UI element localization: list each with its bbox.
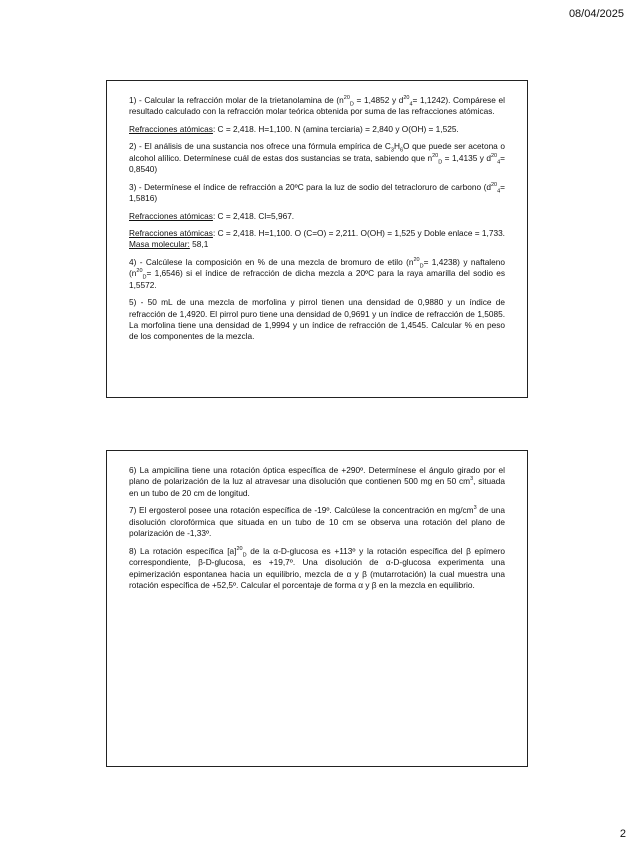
problem-6: 6) La ampicilina tiene una rotación óptica específica de +290º. Determínese el ángulo girado por el plano de polarización de la luz al atravesar una disolución que contienen 500 mg en 50 $cm^3$, situada en un tubo de 20 cm de longitud. <box>129 465 505 498</box>
atomic-refractions-1: Refracciones atómicas: C = 2,418. H=1,100. N (amina terciaria) = 2,840 y O(OH) = 1,525. <box>129 123 459 134</box>
slide-2 <box>106 450 528 767</box>
page-number: 2 <box>619 828 626 840</box>
problem-8: 8) La rotación específica $[a]^{20}_D$ de la α-D-glucosa es +113º y la rotación específica del β epímero correspondiente, β-D-glucosa, es +19,7º. Una disolución de α-D-glucosa experimenta una epimerización espontanea hacia un equilibrio, mezcla de α y β (mutarrotación) la cual muestra una rotación específica de +52,5º. Calcular el porcentaje de forma α y β en la mezcla en equilibrio. <box>129 545 505 590</box>
atomic-refractions-2: Refracciones atómicas: C = 2,418. Cl=5,967. <box>129 210 295 221</box>
problem-3: 3) - Determínese el índice de refracción a 20ºC para la luz de sodio del tetracloruro de carbono $(d^{20}_4= 1,5816)$ <box>129 181 505 204</box>
problem-1: 1) - Calcular la refracción molar de la trietanolamina de ($n^{20}_D = 1,4852$ y $d^{20}_4= 1,1242$). Compárese el resultado calculado con la refracción molar teórica obtenida por suma de las refracciones atómicas. <box>129 95 505 117</box>
problem-4: 4) - Calcúlese la composición en % de una mezcla de bromuro de etilo $(n^{20}_D= 1,4238)$ y naftaleno $(n^{20}_D= 1,6546)$ si el índice de refracción de dicha mezcla a 20ºC para la raya amarilla del sodio es 1,5572. <box>129 256 505 290</box>
print-date: 08/04/2025 <box>568 8 624 20</box>
slide-1 <box>106 80 528 398</box>
problem-2: 2) - El análisis de una sustancia nos ofrece una fórmula empírica de $C_3H_6O$ que puede ser acetona o alcohol alílico. Determínese cuál de estas dos sustancias se trata, sabiendo que $n^{20}_D = 1,4135$ y $d^{20}_4= 0,8540$) <box>129 141 505 175</box>
problem-7: 7) El ergosterol posee una rotación específica de -19º. Calcúlese la concentración en $mg/cm^3$ de una disolución clorofórmica que situada en un tubo de 10 cm se observa una rotación del plano de polarización de -1,33º. <box>129 505 505 539</box>
problem-5: 5) - 50 mL de una mezcla de morfolina y pirrol tienen una densidad de 0,9880 y un índice de refracción de 1,4920. El pirrol puro tiene una densidad de 0,9691 y un índice de refracción de 1,5085. La morfolina tiene una densidad de 1,9994 y un índice de refracción de 1,4545. Calcular % en peso de los componentes de la mezcla. <box>129 297 505 342</box>
atomic-refractions-3: Refracciones atómicas: C = 2,418. H=1,100. O (C=O) = 2,211. O(OH) = 1,525 y Doble enlace = 1,733. Masa molecular: 58,1 <box>129 227 505 250</box>
